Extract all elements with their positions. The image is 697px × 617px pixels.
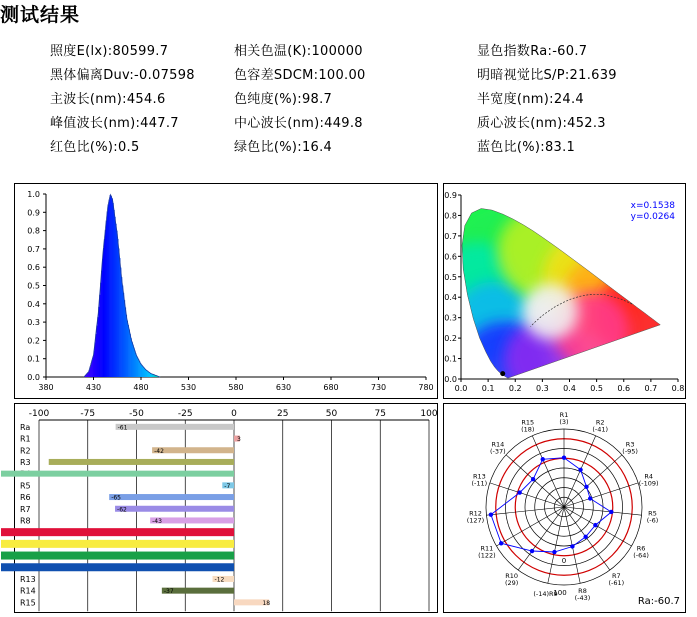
cie-x-label: x=0.1538 — [630, 201, 675, 211]
cri-point — [562, 455, 566, 459]
bar-value-label: 18 — [262, 599, 271, 607]
cri-bar — [109, 494, 234, 500]
cri-point — [499, 541, 503, 545]
cie-panel — [443, 183, 686, 399]
x-tick-label: 25 — [277, 409, 289, 419]
spectrum-panel — [14, 183, 438, 399]
polar-axis-label: R15 (18) — [521, 418, 535, 434]
x-tick-label: 380 — [38, 383, 54, 392]
metric-sdcm: 色容差SDCM:100.00 — [234, 68, 366, 83]
bar-value-label: -7 — [224, 482, 231, 490]
y-tick-label: 0.2 — [27, 336, 40, 346]
cri-bar-panel — [14, 403, 438, 613]
bar-value-label: -12 — [214, 576, 225, 584]
metric-purity: 色纯度(%):98.7 — [234, 92, 333, 107]
x-tick-label: 0.3 — [536, 384, 549, 393]
x-tick-label: 580 — [228, 383, 244, 392]
y-tick-label: 0.0 — [444, 375, 457, 384]
y-tick-label: 0.8 — [444, 211, 457, 221]
bar-value-label: -42 — [154, 447, 164, 455]
ra-label: Ra:-60.7 — [637, 596, 680, 607]
x-tick-label: 0.7 — [644, 384, 658, 393]
bar-value-label: -62 — [117, 506, 127, 514]
category-label: R15 — [20, 598, 36, 608]
polar-axis-label: R8 (-43) — [574, 587, 591, 603]
x-tick-label: 0.2 — [508, 384, 522, 393]
x-tick-label: 0.5 — [590, 384, 603, 393]
x-tick-label: 730 — [370, 383, 387, 392]
category-label: R6 — [20, 493, 31, 503]
cri-bar — [1, 540, 234, 548]
x-tick-label: 0 — [231, 409, 237, 419]
spoke — [490, 483, 564, 507]
y-tick-label: 0.6 — [444, 252, 457, 262]
metric-green-ratio: 绿色比(%):16.4 — [234, 140, 333, 155]
y-tick-label: 0.3 — [27, 318, 40, 328]
cri-bar — [116, 424, 234, 430]
page-title: 测试结果 — [0, 4, 81, 26]
bar-value-label: -43 — [152, 517, 162, 525]
bar-value-label: -65 — [111, 494, 122, 502]
spoke — [564, 483, 638, 507]
category-label: R14 — [20, 586, 36, 596]
y-tick-label: 0.5 — [27, 281, 40, 291]
y-tick-label: 0.6 — [27, 263, 40, 273]
cri-point — [584, 485, 588, 489]
metric-sp-ratio: 明暗视觉比S/P:21.639 — [477, 68, 617, 83]
y-tick-label: 0.4 — [27, 299, 40, 309]
x-tick-label: 0.4 — [563, 384, 576, 393]
cri-point — [552, 550, 556, 554]
x-tick-label: 530 — [180, 383, 197, 392]
y-tick-label: 0.1 — [27, 354, 40, 364]
cri-point — [583, 535, 587, 539]
cri-bar — [150, 517, 234, 523]
polar-axis-label: R2 (-41) — [592, 418, 609, 434]
spectrum-area — [84, 195, 160, 377]
x-tick-label: -50 — [129, 409, 144, 419]
bar-value-label: 3 — [237, 436, 241, 444]
x-tick-label: 680 — [323, 383, 339, 392]
x-tick-label: 0.0 — [454, 384, 468, 393]
x-tick-label: 75 — [374, 409, 386, 419]
y-tick-label: 0.2 — [444, 334, 457, 344]
y-tick-label: 0.5 — [444, 272, 457, 282]
cri-point — [570, 544, 574, 548]
cie-y-label: y=0.0264 — [630, 212, 675, 222]
polar-axis-label: R4 (-109) — [638, 472, 659, 488]
metric-dominant-wavelength: 主波长(nm):454.6 — [50, 92, 166, 107]
polar-axis-label: R5 (-6) — [646, 509, 659, 525]
scale-label-100: 100 — [553, 589, 567, 597]
metric-centroid-wavelength: 质心波长(nm):452.3 — [477, 116, 606, 131]
cri-bar — [1, 563, 234, 571]
metric-cct: 相关色温(K):100000 — [234, 44, 363, 59]
metric-red-ratio: 红色比(%):0.5 — [50, 140, 140, 155]
y-tick-label: 0.4 — [444, 293, 457, 303]
bar-value-label: -37 — [163, 588, 174, 596]
category-label: R8 — [20, 516, 31, 526]
bar-value-label: -61 — [117, 424, 128, 432]
polar-axis-label: R14 (-37) — [490, 440, 506, 456]
y-tick-label: 0.3 — [444, 313, 457, 323]
y-tick-label: 0.7 — [27, 244, 40, 254]
x-tick-label: -25 — [177, 409, 193, 419]
y-tick-label: 0.9 — [27, 208, 40, 218]
x-tick-label: 0.8 — [671, 384, 685, 393]
cri-polar-panel — [443, 403, 686, 613]
x-tick-label: 0.1 — [481, 384, 495, 393]
cri-bar-chart — [15, 404, 437, 612]
y-tick-label: 0.7 — [444, 231, 457, 241]
cri-point — [489, 512, 493, 516]
category-label: R7 — [20, 504, 31, 514]
y-tick-label: 0.1 — [444, 354, 457, 364]
scale-label-0: 0 — [561, 556, 567, 565]
cie-chart — [444, 184, 685, 398]
metric-blue-ratio: 蓝色比(%):83.1 — [477, 140, 576, 155]
spoke — [564, 455, 622, 507]
metric-half-width: 半宽度(nm):24.4 — [477, 92, 584, 107]
category-label: R5 — [20, 481, 31, 491]
x-tick-label: -75 — [80, 409, 96, 419]
y-tick-label: 1.0 — [27, 190, 40, 199]
polar-axis-label: R6 (-64) — [633, 544, 649, 560]
y-tick-label: 0.9 — [444, 191, 457, 200]
cri-point — [588, 496, 592, 500]
cri-bar — [152, 447, 234, 453]
cri-point — [541, 457, 545, 461]
category-label: R2 — [20, 446, 31, 456]
cri-point — [609, 510, 613, 514]
cri-point — [530, 549, 534, 553]
y-tick-label: 0.8 — [27, 226, 40, 236]
polar-axis-label: R12 (127) — [466, 509, 485, 525]
chromaticity-point — [500, 371, 505, 376]
cri-bar — [1, 552, 234, 560]
x-tick-label: -100 — [28, 409, 50, 419]
x-tick-label: 50 — [325, 409, 338, 419]
cri-point — [531, 477, 535, 481]
category-label: R1 — [20, 434, 31, 444]
cri-point — [517, 490, 521, 494]
cri-point — [578, 468, 582, 472]
polar-axis-label: (-14)R9 — [533, 590, 558, 599]
category-label: Ra — [20, 422, 31, 432]
cri-polar-chart — [444, 404, 685, 612]
spectrum-chart — [15, 184, 437, 398]
cri-point — [593, 523, 597, 527]
cri-bar — [1, 528, 234, 536]
y-tick-label: 0.0 — [27, 373, 40, 382]
x-tick-label: 630 — [275, 383, 292, 392]
x-tick-label: 100 — [420, 409, 438, 419]
metric-duv: 黑体偏离Duv:-0.07598 — [50, 68, 195, 83]
polar-axis-label: R3 (-95) — [622, 440, 638, 456]
polar-axis-label: R10 (29) — [505, 572, 519, 588]
cri-bar — [49, 459, 234, 465]
category-label: R3 — [20, 457, 31, 467]
gamut-blob — [523, 284, 579, 340]
cri-bar — [115, 506, 234, 512]
x-tick-label: 0.6 — [617, 384, 631, 393]
metric-ra: 显色指数Ra:-60.7 — [477, 44, 588, 59]
spoke — [506, 455, 564, 507]
metric-illuminance: 照度E(lx):80599.7 — [50, 44, 169, 59]
category-label: R13 — [20, 574, 36, 584]
metric-peak-wavelength: 峰值波长(nm):447.7 — [50, 116, 179, 131]
polar-axis-label: R7 (-61) — [608, 572, 625, 588]
x-tick-label: 780 — [418, 383, 434, 392]
metric-center-wavelength: 中心波长(nm):449.8 — [234, 116, 363, 131]
cri-bar — [1, 471, 234, 477]
x-tick-label: 430 — [85, 383, 102, 392]
polar-axis-label: R13 (-11) — [471, 472, 488, 488]
polar-axis-label: R11 (122) — [478, 544, 496, 560]
polar-axis-label: R1 (3) — [559, 411, 569, 426]
x-tick-label: 480 — [133, 383, 149, 392]
